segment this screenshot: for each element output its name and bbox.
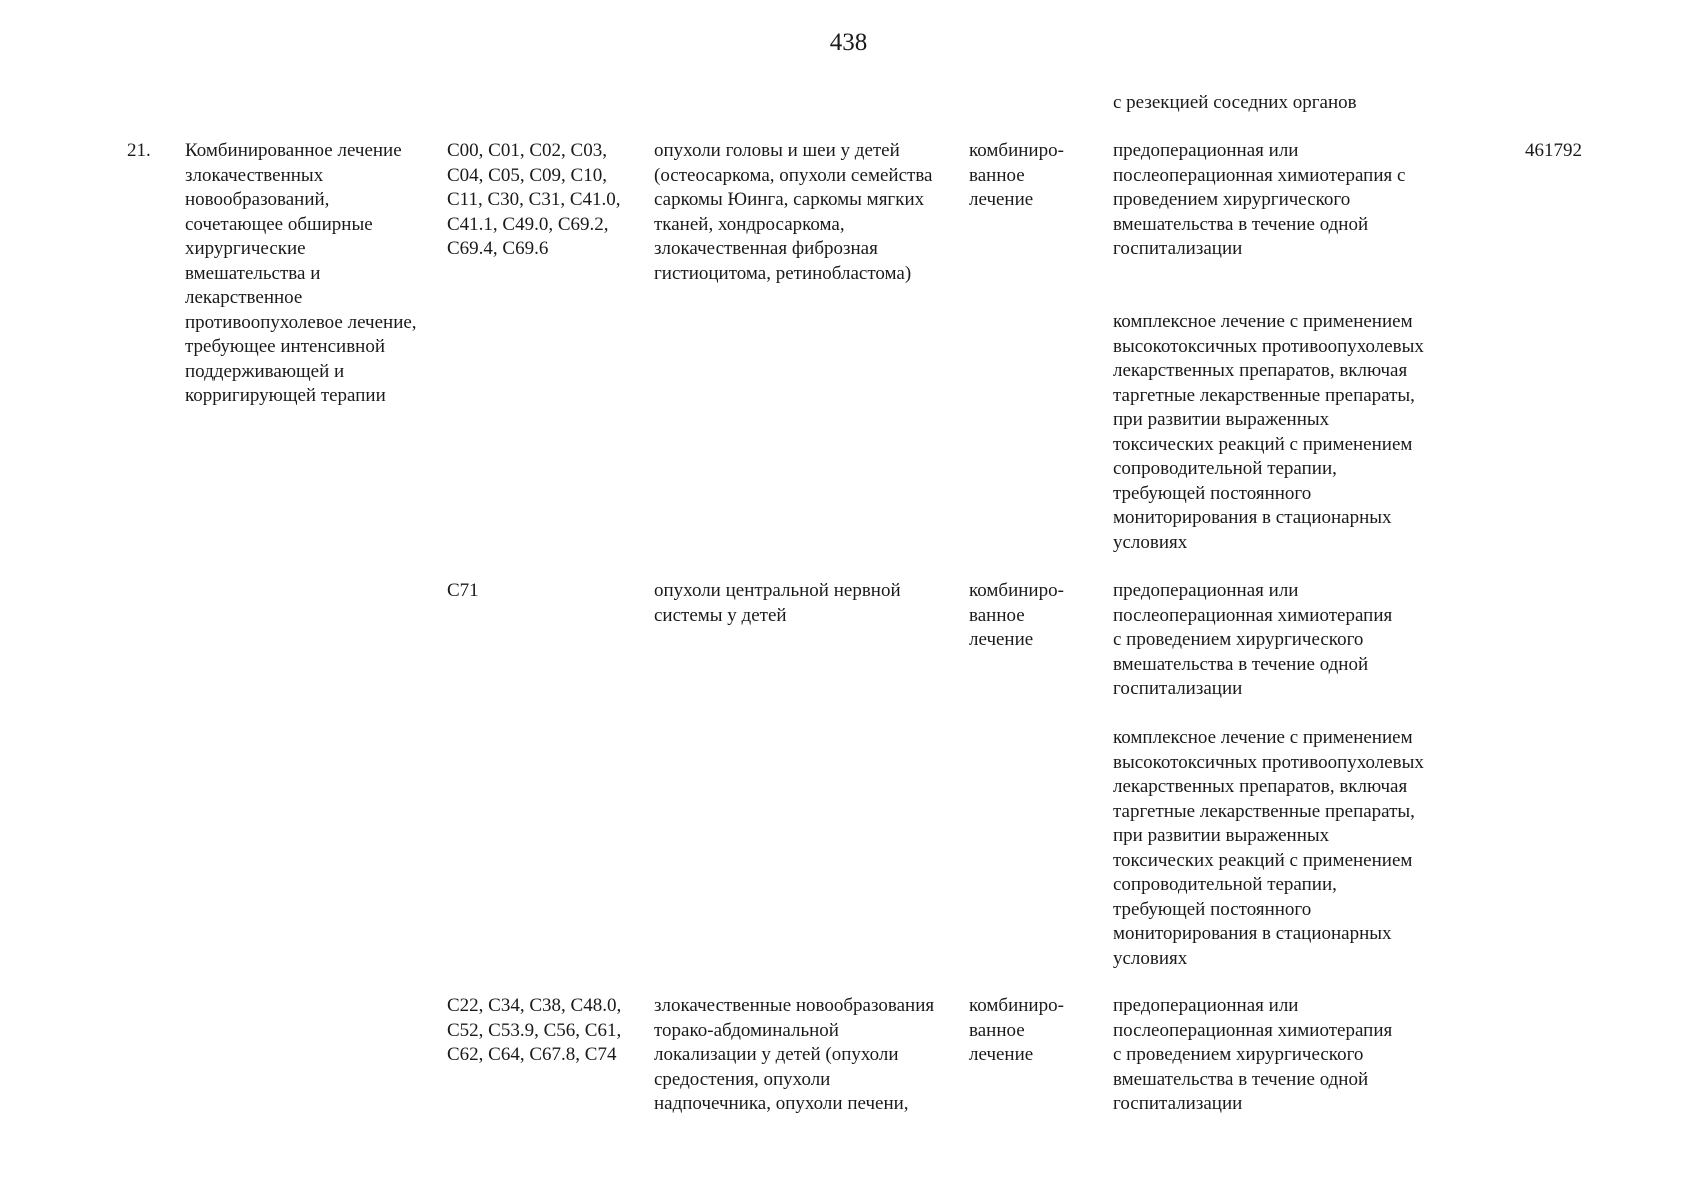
row-price: 461792 (1525, 140, 1582, 161)
row-number: 21. (127, 140, 151, 161)
group-1-method-2: комплексное лечение с применением высокотоксичных противоопухолевых лекарственных препаратов, включая таргетные лекарственные препараты, при развитии выраженных токсических реакций с применением сопроводительной терапии, требующей постоянного мониторирования в стационарных условиях (1113, 311, 1424, 553)
group-2-diagnosis: опухоли центральной нервной системы у детей (654, 580, 901, 626)
group-3-codes: C22, C34, C38, C48.0, C52, C53.9, C56, C61, C62, C64, C67.8, C74 (447, 995, 622, 1065)
group-1-method-1: предоперационная или послеоперационная химиотерапия с проведением хирургического вмешательства в течение одной госпитализации (1113, 140, 1406, 259)
group-3-treatment-type: комбиниро- ванное лечение (969, 995, 1064, 1065)
group-2-method-2: комплексное лечение с применением высокотоксичных противоопухолевых лекарственных препаратов, включая таргетные лекарственные препараты, при развитии выраженных токсических реакций с применением сопроводительной терапии, требующей постоянного мониторирования в стационарных условиях (1113, 727, 1424, 969)
group-2-codes: C71 (447, 580, 479, 601)
group-1-codes: C00, C01, C02, C03, C04, C05, C09, C10, C11, C30, C31, C41.0, C41.1, C49.0, C69.2, C69.4, C69.6 (447, 140, 621, 259)
group-2-treatment-type: комбиниро- ванное лечение (969, 580, 1064, 650)
group-1-treatment-type: комбиниро- ванное лечение (969, 140, 1064, 210)
carryover-method: с резекцией соседних органов (1113, 92, 1357, 113)
group-2-method-1: предоперационная или послеоперационная химиотерапия с проведением хирургического вмешательства в течение одной госпитализации (1113, 580, 1393, 699)
group-3-method-1: предоперационная или послеоперационная химиотерапия с проведением хирургического вмешательства в течение одной госпитализации (1113, 995, 1393, 1114)
row-name: Комбинированное лечение злокачественных новообразований, сочетающее обширные хирургические вмешательства и лекарственное противоопухолевое лечение, требующее интенсивной поддерживающей и корригирующей терапии (185, 140, 417, 406)
group-1-diagnosis: опухоли головы и шеи у детей (остеосаркома, опухоли семейства саркомы Юинга, саркомы мягких тканей, хондросаркома, злокачественная фиброзная гистиоцитома, ретинобластома) (654, 140, 933, 284)
group-3-diagnosis: злокачественные новообразования торако-абдоминальной локализации у детей (опухоли средостения, опухоли надпочечника, опухоли печени, (654, 995, 935, 1114)
page-number: 438 (829, 29, 868, 56)
